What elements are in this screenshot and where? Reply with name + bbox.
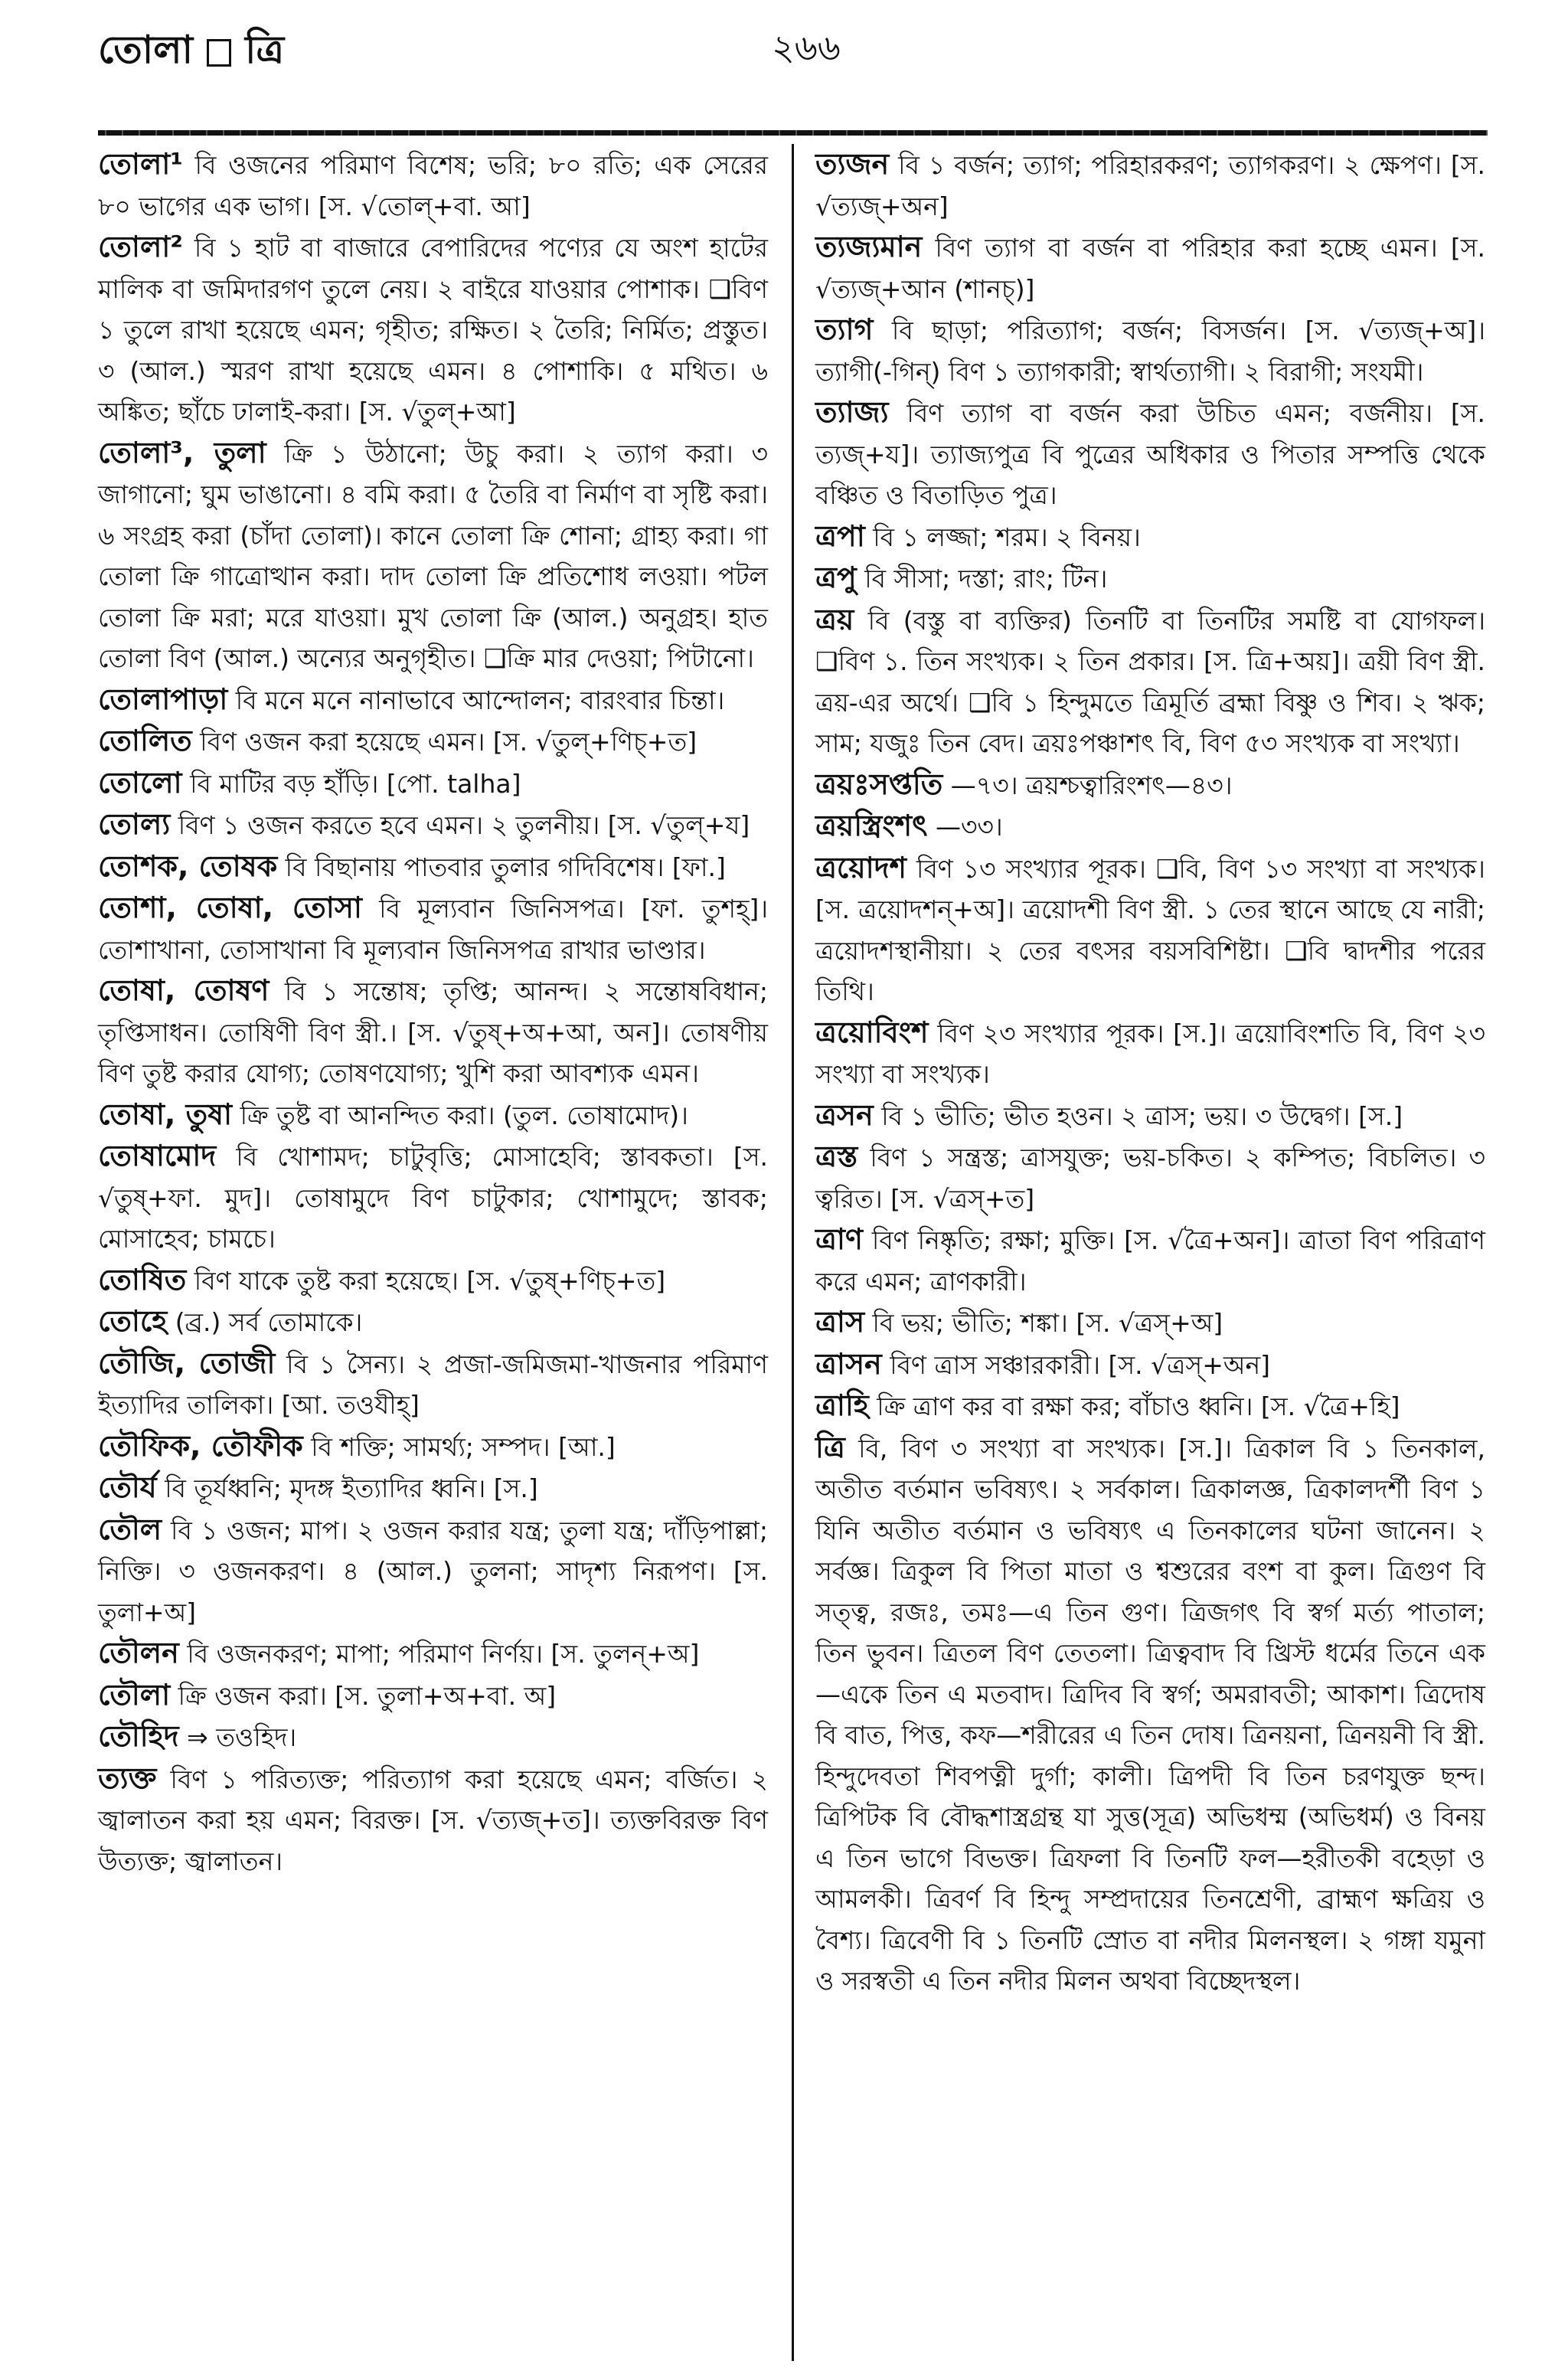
dictionary-entry xyxy=(98,1467,768,1509)
entry-headword: তোশক, তোষক xyxy=(98,849,278,883)
dictionary-entry xyxy=(98,721,768,763)
entry-headword: ত্যাগ xyxy=(815,312,874,346)
entry-definition: বিণ ত্যাগ বা বর্জন করা উচিত এমন; বর্জনীয়। [স. ত্যজ্+য]। ত্যাজ্যপুত্র বি পুত্রের অধিকার ও পিতার সম্পত্তি থেকে বঞ্চিত ও বিতাড়িত পুত্র। xyxy=(815,398,1485,510)
dictionary-entry xyxy=(98,888,768,970)
guide-words xyxy=(98,21,284,85)
entry-headword: তৌল xyxy=(98,1512,162,1546)
entry-definition: ক্রি ওজন করা। [স. তুলা+অ+বা. অ] xyxy=(178,1680,557,1711)
left-column xyxy=(98,144,768,1882)
dictionary-entry xyxy=(815,1427,1485,2002)
dictionary-entry xyxy=(98,1260,768,1302)
entry-definition: বিণ ত্যাগ বা বর্জন বা পরিহার করা হচ্ছে এমন। [স. √ত্যজ্+আন (শানচ্)] xyxy=(815,233,1485,304)
entry-definition: ক্রি তুষ্ট বা আনন্দিত করা। (তুল. তোষামোদ)। xyxy=(240,1100,688,1130)
entry-headword: তৌর্য xyxy=(98,1470,157,1504)
dictionary-entry xyxy=(98,804,768,846)
entry-definition: ⇒ তওহিদ। xyxy=(187,1722,297,1752)
entry-definition: ক্রি ত্রাণ কর বা রক্ষা কর; বাঁচাও ধ্বনি। [স. √ত্রৈ+হি] xyxy=(877,1391,1400,1421)
dictionary-entry xyxy=(98,1343,768,1426)
dictionary-entry xyxy=(815,1302,1485,1344)
entry-headword: ত্রাহি xyxy=(815,1388,869,1422)
dictionary-entry xyxy=(98,970,768,1094)
entry-definition: বি ১ ওজন; মাপ। ২ ওজন করার যন্ত্র; তুলা যন্ত্র; দাঁড়িপাল্লা; নিক্তি। ৩ ওজনকরণ। ৪ (আল.) তুলনা; সাদৃশ্য নিরূপণ। [স. তুলা+অ] xyxy=(98,1515,768,1627)
dictionary-entry xyxy=(98,144,768,227)
entry-headword: ত্রপা xyxy=(815,518,865,553)
dictionary-entry xyxy=(98,1509,768,1633)
page-number: ২৬৬ xyxy=(772,27,841,68)
entry-definition: বি (বস্তু বা ব্যক্তির) তিনটি বা তিনটির সমষ্টি বা যোগফল। ❑বিণ ১. তিন সংখ্যক। ২ তিন প্রকার। [স. ত্রি+অয়]। ত্রয়ী বিণ স্ত্রী. ত্রয়-এর অর্থে। ❑বি ১ হিন্দুমতে ত্রিমূর্তি ব্রহ্মা বিষ্ণু ও শিব। ২ ঋক; সাম; যজুঃ তিন বেদ। ত্রয়ঃপঞ্চাশৎ বি, বিণ ৫৩ সংখ্যক বা সংখ্যা। xyxy=(815,605,1485,758)
entry-headword: তোশা, তোষা, তোসা xyxy=(98,891,362,924)
dictionary-entry xyxy=(815,1136,1485,1219)
entry-definition: —৭৩। ত্রয়শ্চত্বারিংশৎ—৪৩। xyxy=(950,770,1233,800)
entry-definition: বি সীসা; দস্তা; রাং; টিন। xyxy=(864,564,1108,594)
entry-headword: তোষা, তুষা xyxy=(98,1097,233,1131)
entry-headword: ত্যজন xyxy=(815,147,890,181)
entry-definition: বিণ ত্রাস সঞ্চারকারী। [স. √ত্রস্+অন] xyxy=(890,1349,1271,1380)
entry-headword: ত্যক্ত xyxy=(98,1761,157,1795)
dictionary-entry xyxy=(815,392,1485,516)
dictionary-entry xyxy=(815,1385,1485,1427)
dictionary-entry xyxy=(815,516,1485,558)
dictionary-entry xyxy=(98,433,768,679)
entry-definition: বি বিছানায় পাতবার তুলার গদিবিশেষ। [ফা.] xyxy=(285,852,726,882)
dictionary-entry xyxy=(815,1012,1485,1095)
entry-definition: বিণ ১ পরিত্যক্ত; পরিত্যাগ করা হয়েছে এমন; বর্জিত। ২ জ্বালাতন করা হয় এমন; বিরক্ত। [স. √ত্যজ্+ত]। ত্যক্তবিরক্ত বিণ উত্যক্ত; জ্বালাতন। xyxy=(98,1764,768,1876)
dictionary-entry xyxy=(98,1301,768,1343)
entry-headword: ত্রয়স্ত্রিংশৎ xyxy=(815,809,928,842)
entry-definition: বিণ ওজন করা হয়েছে এমন। [স. √তুল্+ণিচ্+ত] xyxy=(200,727,697,757)
guide-word-last: ত্রি xyxy=(245,28,285,72)
entry-headword: তোলা¹ xyxy=(98,147,183,181)
entry-headword: তোহে xyxy=(98,1304,168,1338)
entry-headword: তোষিত xyxy=(98,1262,187,1297)
entry-headword: ত্রয়োবিংশ xyxy=(815,1015,929,1049)
dictionary-entry xyxy=(98,1758,768,1882)
entry-headword: ত্রয় xyxy=(815,602,854,636)
dictionary-columns xyxy=(98,144,1488,2365)
dictionary-entry xyxy=(815,806,1485,848)
entry-headword: তোলো xyxy=(98,765,182,800)
entry-headword: তোলা³, তুলা xyxy=(98,435,266,469)
entry-headword: তৌলন xyxy=(98,1636,179,1669)
entry-definition: বি ওজনকরণ; মাপা; পরিমাণ নির্ণয়। [স. তুলন্+অ] xyxy=(187,1639,700,1669)
entry-headword: ত্রপু xyxy=(815,561,857,594)
column-divider xyxy=(792,144,794,2361)
dictionary-entry xyxy=(815,1219,1485,1302)
entry-definition: বিণ ২৩ সংখ্যার পূরক। [স.]। ত্রয়োবিংশতি বি, বিণ ২৩ সংখ্যা বা সংখ্যক। xyxy=(815,1018,1485,1089)
entry-definition: বি ১ লজ্জা; শরম। ২ বিনয়। xyxy=(873,522,1141,552)
dictionary-entry xyxy=(815,1344,1485,1386)
dictionary-entry xyxy=(815,764,1485,806)
dictionary-entry xyxy=(98,227,768,433)
entry-headword: তোলিত xyxy=(98,724,192,757)
right-column xyxy=(815,144,1485,2002)
entry-headword: তৌহিদ xyxy=(98,1719,179,1753)
entry-definition: বি ১ হাট বা বাজারে বেপারিদের পণ্যের যে অংশ হাটের মালিক বা জমিদারগণ তুলে নেয়। ২ বাইরে যাওয়ার পোশাক। ❑বিণ ১ তুলে রাখা হয়েছে এমন; গৃহীত; রক্ষিত। ২ তৈরি; নির্মিত; প্রস্তুত। ৩ (আল.) স্মরণ রাখা হয়েছে এমন। ৪ পোশাকি। ৫ মথিত। ৬ অঙ্কিত; ছাঁচে ঢালাই-করা। [স. √তুল্+আ] xyxy=(98,233,768,427)
dictionary-entry xyxy=(98,1426,768,1468)
entry-definition: বি শক্তি; সামর্থ্য; সম্পদ। [আ.] xyxy=(311,1431,616,1462)
page-header xyxy=(98,21,1484,83)
entry-definition: ক্রি ১ উঠানো; উচু করা। ২ ত্যাগ করা। ৩ জাগানো; ঘুম ভাঙানো। ৪ বমি করা। ৫ তৈরি বা নির্মাণ বা সৃষ্টি করা। ৬ সংগ্রহ করা (চাঁদা তোলা)। কানে তোলা ক্রি শোনা; গ্রাহ্য করা। গা তোলা ক্রি গাত্রোত্থান করা। দাদ তোলা ক্রি প্রতিশোধ লওয়া। পটল তোলা ক্রি মরা; মরে যাওয়া। মুখ তোলা ক্রি (আল.) অনুগ্রহ। হাত তোলা বিণ (আল.) অন্যের অনুগৃহীত। ❑ক্রি মার দেওয়া; পিটানো। xyxy=(98,438,768,673)
dictionary-entry xyxy=(815,558,1485,600)
entry-headword: ত্রাস xyxy=(815,1305,865,1339)
entry-definition: বি ওজনের পরিমাণ বিশেষ; ভরি; ৮০ রতি; এক সেরের ৮০ ভাগের এক ভাগ। [স. √তোল্+বা. আ] xyxy=(98,150,768,221)
dictionary-entry xyxy=(98,763,768,805)
entry-definition: বি, বিণ ৩ সংখ্যা বা সংখ্যক। [স.]। ত্রিকাল বি ১ তিনকাল, অতীত বর্তমান ভবিষ্যৎ। ২ সর্বকাল। ত্রিকালজ্ঞ, ত্রিকালদর্শী বিণ ১ যিনি অতীত বর্তমান ও ভবিষ্যৎ এ তিনকালের ঘটনা জানেন। ২ সর্বজ্ঞ। ত্রিকুল বি পিতা মাতা ও শ্বশুরের বংশ বা কুল। ত্রিগুণ বি সত্ত্ব, রজঃ, তমঃ—এ তিন গুণ। ত্রিজগৎ বি স্বর্গ মর্ত্য পাতাল; তিন ভুবন। ত্রিতল বিণ তেতলা। ত্রিত্ববাদ বি খ্রিস্ট ধর্মের তিনে এক—একে তিন এ মতবাদ। ত্রিদিব বি স্বর্গ; অমরাবতী; আকাশ। ত্রিদোষ বি বাত, পিত্ত, কফ—শরীরের এ তিন দোষ। ত্রিনয়না, ত্রিনয়নী বি স্ত্রী. হিন্দুদেবতা শিবপত্নী দুর্গা; কালী। ত্রিপদী বি তিন চরণযুক্ত ছন্দ। ত্রিপিটক বি বৌদ্ধশাস্ত্রগ্রন্থ যা সুত্ত(সূত্র) অভিধম্ম (অভিধর্ম) ও বিনয় এ তিন ভাগে বিভক্ত। ত্রিফলা বি তিনটি ফল—হরীতকী বহেড়া ও আমলকী। ত্রিবর্ণ বি হিন্দু সম্প্রদায়ের তিনশ্রেণী, ব্রাহ্মণ ক্ষত্রিয় ও বৈশ্য। ত্রিবেণী বি ১ তিনটি স্রোত বা নদীর মিলনস্থল। ২ গঙ্গা যমুনা ও সরস্বতী এ তিন নদীর মিলন অথবা বিচ্ছেদস্থল। xyxy=(815,1433,1485,1996)
entry-definition: বি মনে মনে নানাভাবে আন্দোলন; বারংবার চিন্তা। xyxy=(235,685,725,715)
dictionary-entry xyxy=(815,227,1485,309)
dictionary-entry xyxy=(98,1716,768,1758)
dictionary-entry xyxy=(98,1633,768,1675)
entry-definition: বিণ ১ ওজন করতে হবে এমন। ২ তুলনীয়। [স. √তুল্+য] xyxy=(178,810,750,840)
entry-headword: তোলা² xyxy=(98,230,183,263)
entry-headword: তোষামোদ xyxy=(98,1139,217,1172)
dictionary-entry xyxy=(815,848,1485,1012)
entry-headword: ত্যজ্যমান xyxy=(815,230,923,263)
entry-headword: ত্যাজ্য xyxy=(815,395,889,429)
entry-headword: ত্রয়োদশ xyxy=(815,850,907,885)
entry-headword: ত্রসন xyxy=(815,1097,874,1132)
entry-definition: বি ১ সন্তোষ; তৃপ্তি; আনন্দ। ২ সন্তোষবিধান; তৃপ্তিসাধন। তোষিণী বিণ স্ত্রী.। [স. √তুষ্+অ+আ, অন]। তোষণীয় বিণ তুষ্ট করার যোগ্য; তোষণযোগ্য; খুশি করা আবশ্যক এমন। xyxy=(98,976,768,1088)
entry-headword: ত্রাণ xyxy=(815,1222,863,1256)
entry-definition: বি ১ বর্জন; ত্যাগ; পরিহারকরণ; ত্যাগকরণ। ২ ক্ষেপণ। [স. √ত্যজ্+অন] xyxy=(815,150,1485,221)
dictionary-entry xyxy=(98,1094,768,1136)
entry-headword: ত্রি xyxy=(815,1430,845,1464)
dictionary-entry xyxy=(98,679,768,721)
entry-definition: (ব্র.) সর্ব তোমাকে। xyxy=(175,1307,363,1337)
entry-definition: বিণ যাকে তুষ্ট করা হয়েছে। [স. √তুষ্+ণিচ্+ত] xyxy=(194,1265,666,1296)
entry-headword: তৌলা xyxy=(98,1677,171,1712)
dictionary-entry xyxy=(815,309,1485,392)
entry-definition: বি ১ ভীতি; ভীত হওন। ২ ত্রাস; ভয়। ৩ উদ্বেগ। [স.] xyxy=(881,1100,1403,1131)
entry-definition: বি ছাড়া; পরিত্যাগ; বর্জন; বিসর্জন। [স. √ত্যজ্+অ]। ত্যাগী(-গিন্) বিণ ১ ত্যাগকারী; স্বার্থত্যাগী। ২ বিরাগী; সংযমী। xyxy=(815,316,1485,387)
guide-word-first: তোলা xyxy=(98,28,194,72)
dictionary-entry xyxy=(815,600,1485,764)
entry-headword: তৌজি, তোজী xyxy=(98,1346,276,1380)
box-icon xyxy=(207,39,231,67)
dictionary-entry xyxy=(98,1675,768,1717)
entry-definition: বিণ ১ সন্ত্রস্ত; ত্রাসযুক্ত; ভয়-চকিত। ২ কম্পিত; বিচলিত। ৩ ত্বরিত। [স. √ত্রস্+ত] xyxy=(815,1143,1485,1214)
dictionary-entry xyxy=(815,144,1485,227)
entry-definition: বি তূর্যধ্বনি; মৃদঙ্গ ইত্যাদির ধ্বনি। [স.] xyxy=(165,1473,538,1503)
entry-headword: ত্রস্ত xyxy=(815,1140,858,1173)
header-rule xyxy=(98,130,1488,136)
entry-definition: বি খোশামদ; চাটুবৃত্তি; মোসাহেবি; স্তাবকতা। [স. √তুষ্+ফা. মুদ]। তোষামুদে বিণ চাটুকার; খোশামুদে; স্তাবক; মোসাহেব; চামচে। xyxy=(98,1142,769,1254)
entry-headword: তোল্য xyxy=(98,807,171,841)
entry-headword: ত্রাসন xyxy=(815,1346,882,1381)
entry-definition: বিণ ১৩ সংখ্যার পূরক। ❑বি, বিণ ১৩ সংখ্যা বা সংখ্যক। [স. ত্রয়োদশন্+অ]। ত্রয়োদশী বিণ স্ত্রী. ১ তের স্থানে আছে যে নারী; ত্রয়োদশস্থানীয়া। ২ তের বৎসর বয়সবিশিষ্টা। ❑বি দ্বাদশীর পরের তিথি। xyxy=(815,853,1485,1006)
entry-definition: —৩৩। xyxy=(935,812,1003,842)
entry-headword: তোলাপাড়া xyxy=(98,682,228,716)
dictionary-entry xyxy=(98,1136,768,1260)
entry-headword: তৌফিক, তৌফীক xyxy=(98,1428,303,1463)
entry-definition: বি মাটির বড় হাঁড়ি। [পো. talha] xyxy=(190,768,521,799)
entry-headword: ত্রয়ঃসপ্ততি xyxy=(815,767,943,801)
dictionary-entry xyxy=(815,1095,1485,1137)
entry-definition: বি মূল্যবান জিনিসপত্র। [ফা. তুশহ্]। তোশাখানা, তোসাখানা বি মূল্যবান জিনিসপত্র রাখার ভাণ্ডার। xyxy=(98,894,769,965)
entry-definition: বিণ নিষ্কৃতি; রক্ষা; মুক্তি। [স. √ত্রৈ+অন]। ত্রাতা বিণ পরিত্রাণ করে এমন; ত্রাণকারী। xyxy=(815,1225,1485,1297)
entry-definition: বি ১ সৈন্য। ২ প্রজা-জমিজমা-খাজনার পরিমাণ ইত্যাদির তালিকা। [আ. তওযীহ্] xyxy=(98,1349,768,1420)
dictionary-entry xyxy=(98,846,768,888)
entry-headword: তোষা, তোষণ xyxy=(98,973,270,1007)
entry-definition: বি ভয়; ভীতি; শঙ্কা। [স. √ত্রস্+অ] xyxy=(872,1308,1223,1338)
